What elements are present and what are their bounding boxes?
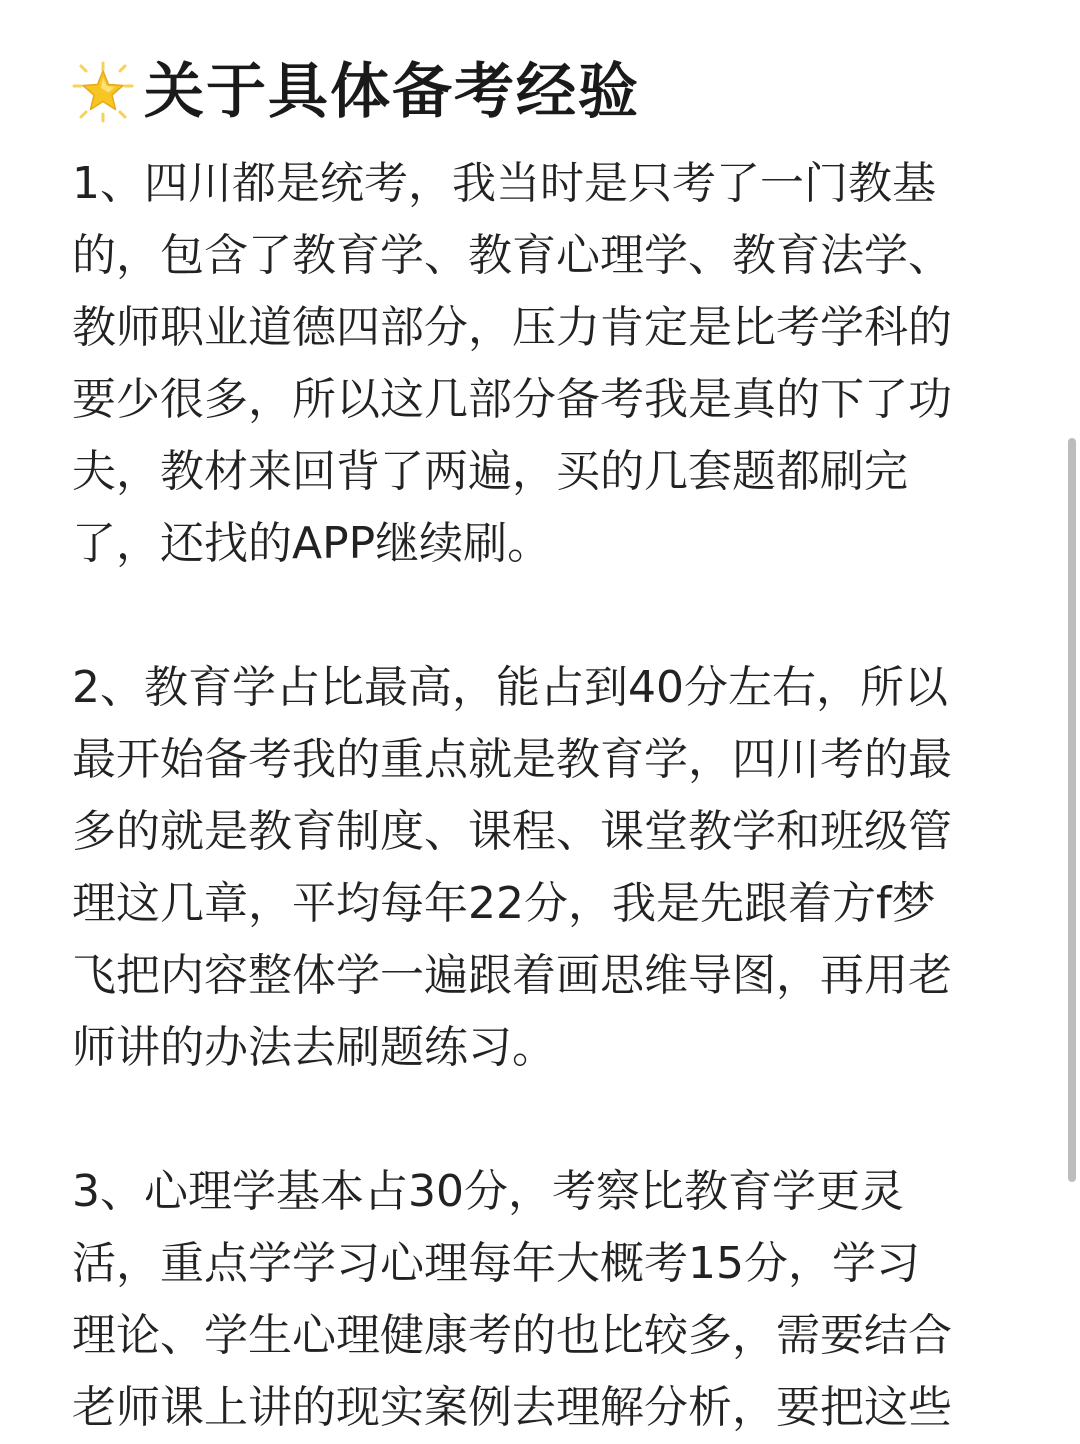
paragraph-line: 最开始备考我的重点就是教育学，四川考的最 [72,734,952,785]
paragraph-line: 理论、学生心理健康考的也比较多，需要结合 [72,1310,952,1361]
paragraph-3 [72,1156,1016,1444]
paragraph-line: 活，重点学学习心理每年大概考15分，学习 [72,1238,920,1289]
paragraph-line: 2、教育学占比最高，能占到40分左右，所以 [72,662,948,713]
paragraph-2 [72,652,1016,1084]
paragraph-line: 1、四川都是统考，我当时是只考了一门教基 [72,158,936,209]
paragraph-line: 老师课上讲的现实案例去理解分析，要把这些 [72,1382,952,1433]
paragraph-1 [72,148,1016,580]
scrollbar-thumb[interactable] [1068,438,1076,1182]
paragraph-line: 教师职业道德四部分，压力肯定是比考学科的 [72,302,952,353]
paragraph-line: 夫，教材来回背了两遍，买的几套题都刷完 [72,446,908,497]
paragraph-line: 理这几章，平均每年22分，我是先跟着方f梦 [72,878,936,929]
paragraph-line: 要少很多，所以这几部分备考我是真的下了功 [72,374,952,425]
paragraph-line: 的，包含了教育学、教育心理学、教育法学、 [72,230,952,281]
title-row [72,52,640,132]
paragraph-line: 多的就是教育制度、课程、课堂教学和班级管 [72,806,952,857]
paragraph-line: 了，还找的APP继续刷。 [72,518,552,569]
paragraph-line: 3、心理学基本占30分，考察比教育学更灵 [72,1166,904,1217]
page-title: 关于具体备考经验 [144,57,640,127]
paragraph-line: 飞把内容整体学一遍跟着画思维导图，再用老 [72,950,952,1001]
paragraph-line: 师讲的办法去刷题练习。 [72,1022,556,1073]
glowing-star-icon [72,61,134,123]
